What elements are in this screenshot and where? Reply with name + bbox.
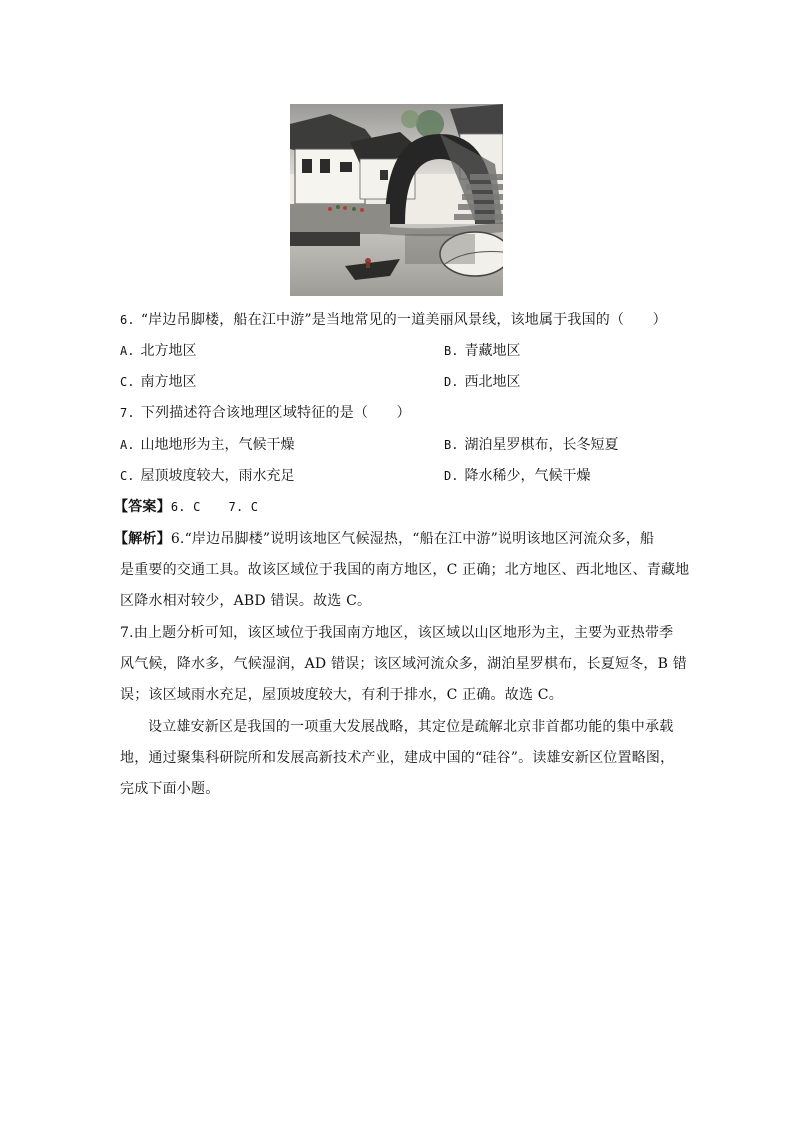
option-text: 降水稀少，气候干燥: [464, 468, 591, 484]
question-7-option-d[interactable]: [444, 466, 590, 486]
option-key: D.: [444, 375, 459, 389]
analysis-line-3: [120, 591, 371, 611]
option-text: 屋顶坡度较大，雨水充足: [140, 468, 295, 484]
answer-label: 【答案】: [114, 499, 171, 515]
question-7-text: 下列描述符合该地理区域特征的是（ ）: [140, 405, 411, 421]
question-7-number: 7.: [120, 406, 135, 420]
option-key: B.: [444, 438, 459, 452]
analysis-text-6: 误；该区域雨水充足，屋顶坡度较大，有利于排水，C 正确。故选 C。: [120, 687, 563, 703]
option-text: 南方地区: [140, 374, 197, 390]
option-text: 湖泊星罗棋布，长冬短夏: [464, 437, 619, 453]
analysis-line-1: [114, 529, 654, 549]
question-6-text: “岸边吊脚楼，船在江中游”是当地常见的一道美丽风景线，该地属于我国的（ ）: [140, 312, 667, 328]
option-key: A.: [120, 344, 135, 358]
passage-text-1: 设立雄安新区是我国的一项重大发展战略，其定位是疏解北京非首都功能的集中承载: [148, 719, 674, 735]
question-7-option-a[interactable]: [120, 435, 294, 455]
analysis-line-6: [120, 685, 563, 705]
passage-text-2: 地，通过聚集科研院所和发展高新技术产业，建成中国的“硅谷”。读雄安新区位置略图，: [120, 750, 675, 766]
passage-line-1: [148, 717, 673, 737]
option-text: 山地地形为主，气候干燥: [140, 437, 295, 453]
option-key: C.: [120, 469, 135, 483]
ink-painting-illustration: [290, 104, 503, 296]
question-7-option-b[interactable]: [444, 435, 618, 455]
passage-line-2: [120, 748, 674, 768]
question-7-option-c[interactable]: [120, 466, 294, 486]
water-town-painting: [290, 104, 503, 296]
option-text: 北方地区: [140, 343, 197, 359]
analysis-label: 【解析】: [114, 531, 171, 547]
analysis-line-5: [120, 654, 687, 674]
option-key: A.: [120, 438, 135, 452]
question-6-option-d[interactable]: [444, 372, 520, 392]
passage-line-3: [120, 779, 219, 799]
analysis-line-4: [120, 623, 673, 643]
analysis-text-1: 6.“岸边吊脚楼”说明该地区气候湿热，“船在江中游”说明该地区河流众多，船: [170, 531, 655, 547]
option-key: D.: [444, 469, 459, 483]
answer-6: 6. C: [170, 500, 201, 514]
question-6-option-b[interactable]: [444, 341, 520, 361]
question-6-number: 6.: [120, 313, 135, 327]
analysis-text-4: 7.由上题分析可知，该区域位于我国南方地区，该区域以山区地形为主，主要为亚热带季: [120, 625, 674, 641]
analysis-text-3: 区降水相对较少，ABD 错误。故选 C。: [120, 593, 372, 609]
option-text: 青藏地区: [464, 343, 521, 359]
answer-7: 7. C: [228, 500, 259, 514]
question-6-stem: [120, 310, 667, 330]
answer-line: [114, 497, 258, 517]
option-key: B.: [444, 344, 459, 358]
option-text: 西北地区: [464, 374, 521, 390]
passage-text-3: 完成下面小题。: [120, 781, 220, 797]
analysis-text-5: 风气候，降水多，气候湿润，AD 错误；该区域河流众多，湖泊星罗棋布，长夏短冬，B 错: [120, 656, 687, 672]
question-6-option-a[interactable]: [120, 341, 196, 361]
question-7-stem: [120, 403, 411, 423]
analysis-line-2: [120, 560, 689, 580]
question-6-option-c[interactable]: [120, 372, 196, 392]
analysis-text-2: 是重要的交通工具。故该区域位于我国的南方地区，C 正确；北方地区、西北地区、青藏地: [120, 562, 690, 578]
option-key: C.: [120, 375, 135, 389]
